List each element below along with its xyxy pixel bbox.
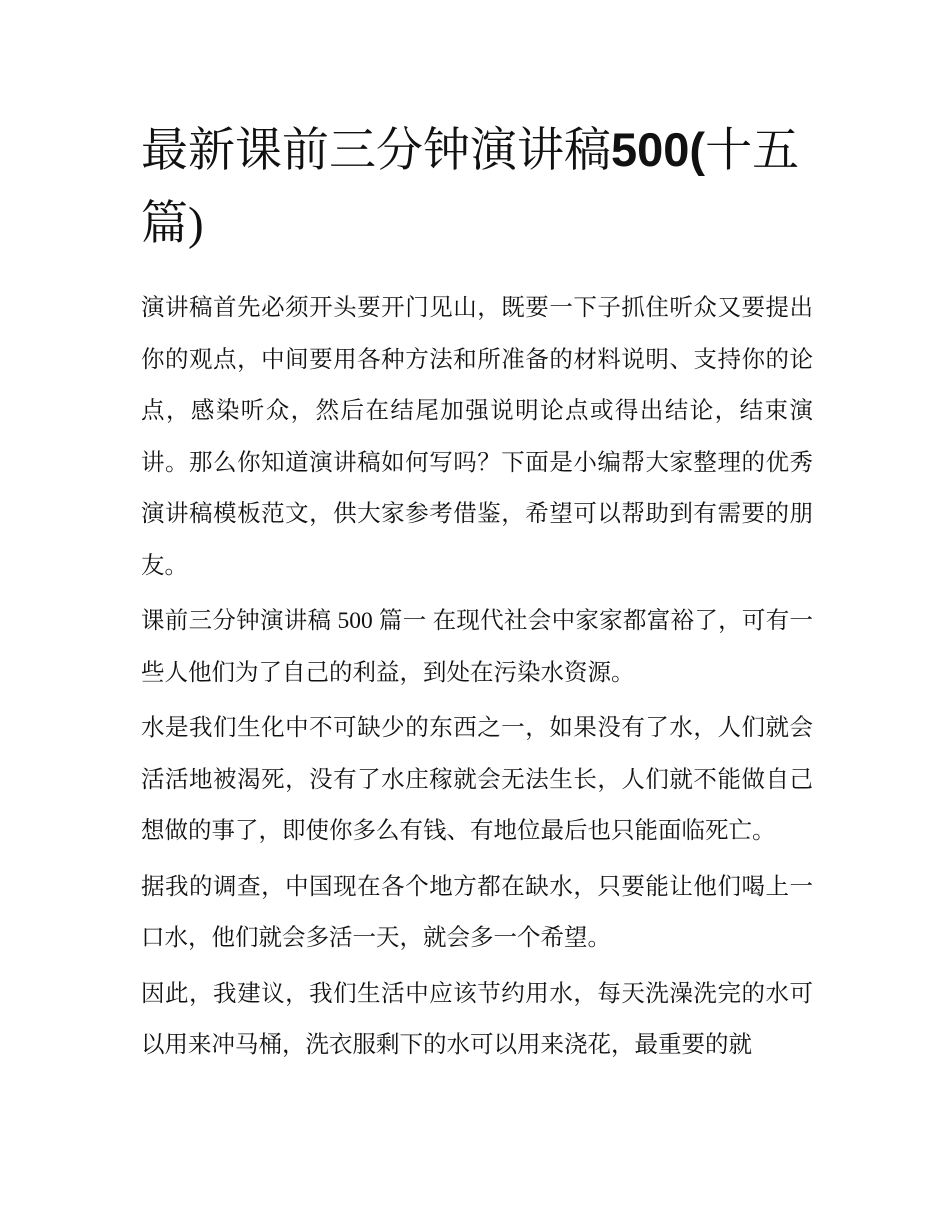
paragraph-speech-one-opening: 课前三分钟演讲稿 500 篇一 在现代社会中家家都富裕了，可有一些人他们为了自己的利益，到处在污染水资源。 [141,608,813,686]
document-title [141,113,813,261]
document-body [141,113,813,1076]
title-prefix: 最新课前三分钟演讲稿 [141,125,611,177]
paragraph-water-importance: 水是我们生化中不可缺少的东西之一，如果没有了水，人们就会活活地被渴死，没有了水庄稼就会无法生长，人们就不能做自己想做的事了，即使你多么有钱、有地位最后也只能面临死亡。 [141,715,813,844]
paragraph-suggestion: 因此，我建议，我们生活中应该节约用水，每天洗澡洗完的水可以用来冲马桶，洗衣服剩下的水可以用来浇花，最重要的就 [141,980,813,1058]
title-suffix: 十五篇) [141,125,800,250]
paragraph-investigation: 据我的调查，中国现在各个地方都在缺水，只要能让他们喝上一口水，他们就会多活一天，就会多一个希望。 [141,873,813,951]
title-number: 500( [611,123,706,176]
paragraph-intro: 演讲稿首先必须开头要开门见山，既要一下子抓住听众又要提出你的观点，中间要用各种方法和所准备的材料说明、支持你的论点，感染听众，然后在结尾加强说明论点或得出结论，结束演讲。那么你知道演讲稿如何写吗？下面是小编帮大家整理的优秀演讲稿模板范文，供大家参考借鉴，希望可以帮助到有需要的朋友。 [141,295,813,579]
